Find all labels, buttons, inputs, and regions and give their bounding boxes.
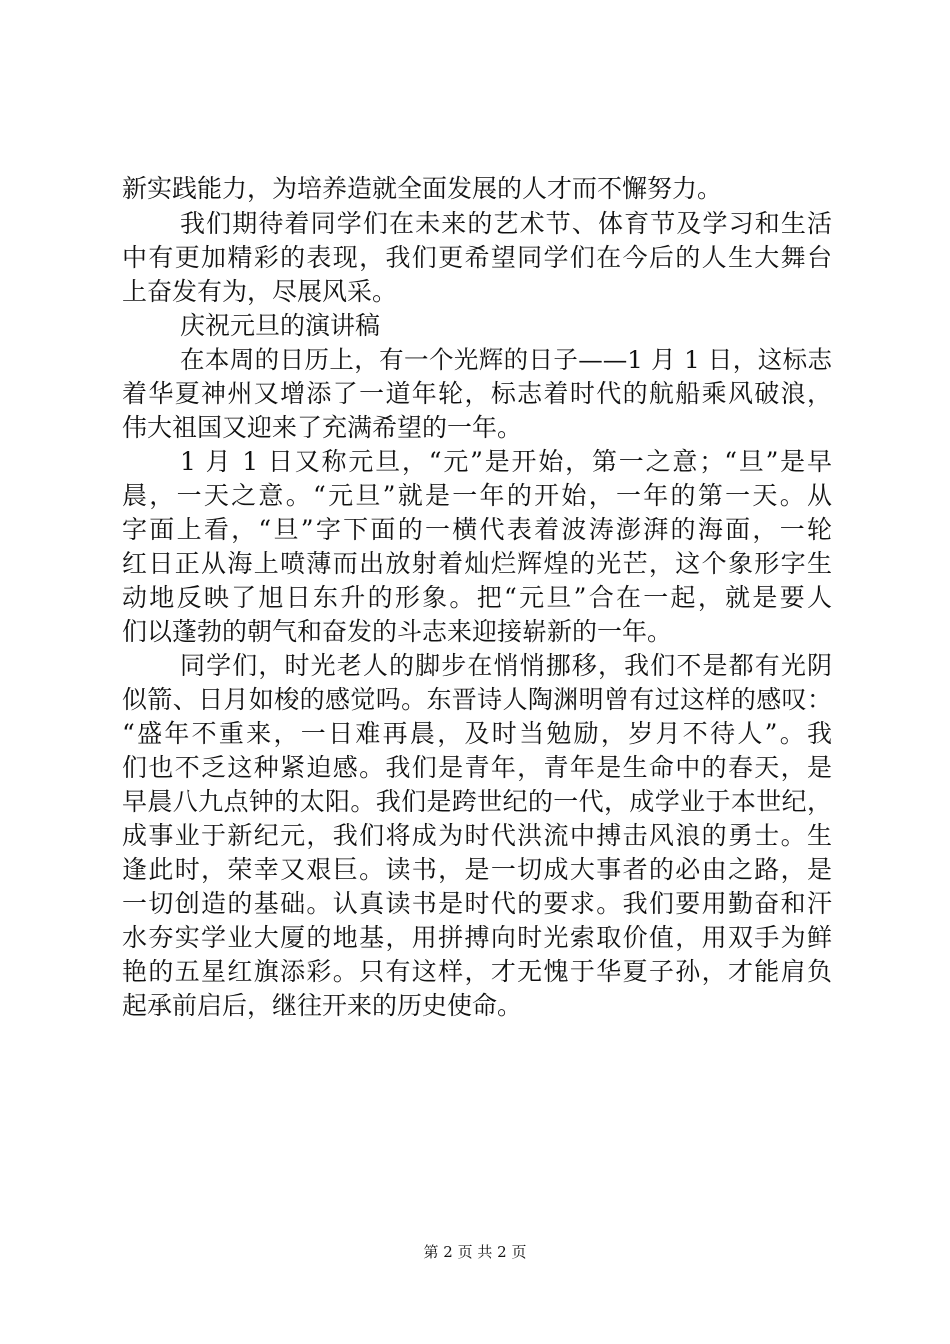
text-line: 晨，一天之意。“元旦”就是一年的开始，一年的第一天。从 xyxy=(122,481,832,510)
section-title: 庆祝元旦的演讲稿 xyxy=(180,311,381,340)
text-line: 红日正从海上喷薄而出放射着灿烂辉煌的光芒，这个象形字生 xyxy=(122,549,832,578)
text-line: 着华夏神州又增添了一道年轮，标志着时代的航船乘风破浪， xyxy=(122,379,832,408)
text-line: 一切创造的基础。认真读书是时代的要求。我们要用勤奋和汗 xyxy=(122,889,832,918)
text-line: 伟大祖国又迎来了充满希望的一年。 xyxy=(122,413,523,442)
text-line: 我们期待着同学们在未来的艺术节、体育节及学习和生活 xyxy=(180,209,832,238)
text-line: 新实践能力，为培养造就全面发展的人才而不懈努力。 xyxy=(122,174,723,203)
text-line: 同学们，时光老人的脚步在悄悄挪移，我们不是都有光阴 xyxy=(180,651,832,680)
text-line: 艳的五星红旗添彩。只有这样，才无愧于华夏子孙，才能肩负 xyxy=(122,957,832,986)
text-line: 动地反映了旭日东升的形象。把“元旦”合在一起，就是要人 xyxy=(122,583,832,612)
text-line: 们以蓬勃的朝气和奋发的斗志来迎接崭新的一年。 xyxy=(122,617,673,646)
text-line: 早晨八九点钟的太阳。我们是跨世纪的一代，成学业于本世纪， xyxy=(122,787,832,816)
text-line: 水夯实学业大厦的地基，用拼搏向时光索取价值，用双手为鲜 xyxy=(122,923,832,952)
text-line: 中有更加精彩的表现，我们更希望同学们在今后的人生大舞台 xyxy=(122,243,832,272)
text-line: 成事业于新纪元，我们将成为时代洪流中搏击风浪的勇士。生 xyxy=(122,821,832,850)
text-line: “盛年不重来，一日难再晨，及时当勉励，岁月不待人”。我 xyxy=(122,719,832,748)
text-line: 似箭、日月如梭的感觉吗。东晋诗人陶渊明曾有过这样的感叹： xyxy=(122,685,832,714)
page-footer: 第 2 页 共 2 页 xyxy=(423,1243,527,1261)
text-line: 字面上看，“旦”字下面的一横代表着波涛澎湃的海面，一轮 xyxy=(122,515,832,544)
text-line: 逢此时，荣幸又艰巨。读书，是一切成大事者的必由之路，是 xyxy=(122,855,832,884)
text-line: 起承前启后，继往开来的历史使命。 xyxy=(122,991,523,1020)
text-line: 们也不乏这种紧迫感。我们是青年，青年是生命中的春天，是 xyxy=(122,753,832,782)
text-line: 上奋发有为，尽展风采。 xyxy=(122,277,398,306)
text-line: 1 月 1 日又称元旦，“元”是开始，第一之意；“旦”是早 xyxy=(180,447,832,476)
text-line: 在本周的日历上，有一个光辉的日子——1 月 1 日，这标志 xyxy=(180,345,832,374)
